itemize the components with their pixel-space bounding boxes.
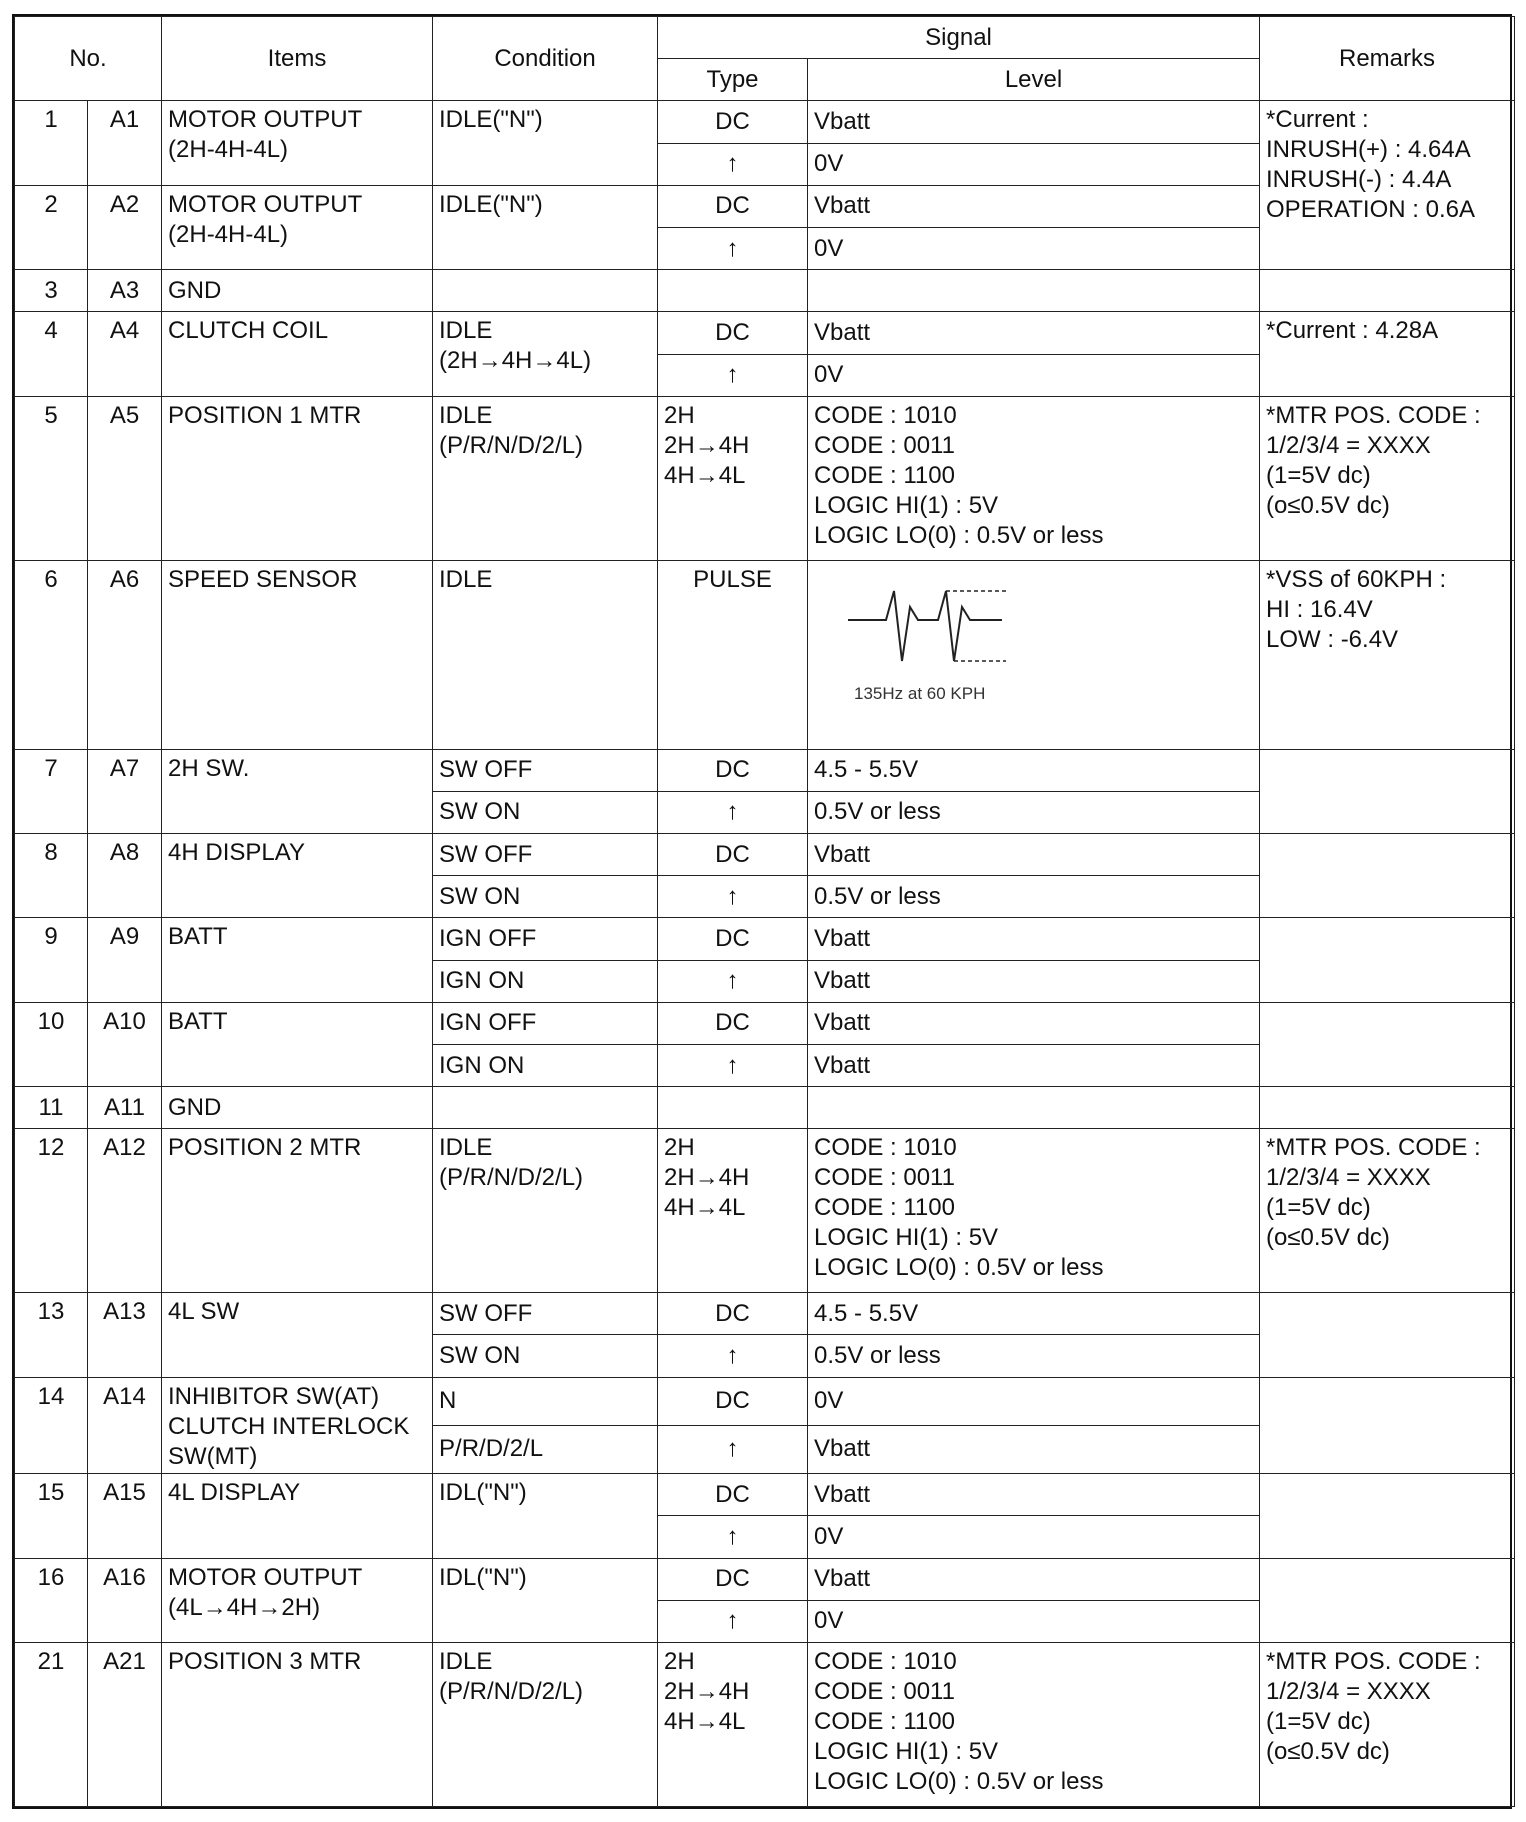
signal-level: Vbatt [808, 1425, 1260, 1473]
condition: IGN ON [433, 1045, 658, 1087]
signal-type: DC [658, 749, 808, 791]
remarks [1260, 833, 1515, 917]
pin-id: A16 [88, 1558, 162, 1642]
table-row [15, 312, 1515, 354]
signal-level: 0V [808, 1516, 1260, 1558]
item-name: GND [162, 270, 433, 312]
item-name: MOTOR OUTPUT (2H-4H-4L) [162, 101, 433, 185]
signal-type: ↑ [658, 354, 808, 396]
signal-type: ↑ [658, 876, 808, 918]
signal-type: ↑ [658, 1516, 808, 1558]
item-name: POSITION 2 MTR [162, 1129, 433, 1293]
item-name: 4L DISPLAY [162, 1474, 433, 1558]
remarks [1260, 918, 1515, 1002]
table-row [15, 1558, 1515, 1600]
item-name: 4H DISPLAY [162, 833, 433, 917]
condition: IGN OFF [433, 1002, 658, 1044]
item-name: POSITION 3 MTR [162, 1642, 433, 1806]
condition: SW OFF [433, 749, 658, 791]
remarks [1260, 1002, 1515, 1086]
item-name: POSITION 1 MTR [162, 396, 433, 560]
pin-id: A1 [88, 101, 162, 185]
header-remarks: Remarks [1260, 17, 1515, 101]
pin-number: 15 [15, 1474, 88, 1558]
pin-number: 6 [15, 560, 88, 749]
signal-type: 2H 2H→4H 4H→4L [658, 396, 808, 560]
remarks: *Current : INRUSH(+) : 4.64A INRUSH(-) : 4.4A OPERATION : 0.6A [1260, 101, 1515, 270]
pin-number: 1 [15, 101, 88, 185]
condition: IDL("N") [433, 1558, 658, 1642]
pulse-waveform [844, 571, 1044, 711]
item-name: GND [162, 1087, 433, 1129]
table-row [15, 560, 1515, 749]
pin-id: A15 [88, 1474, 162, 1558]
pin-id: A8 [88, 833, 162, 917]
table-row [15, 1293, 1515, 1335]
table-row [15, 1087, 1515, 1129]
signal-type: DC [658, 1558, 808, 1600]
signal-level: Vbatt [808, 312, 1260, 354]
header-items: Items [162, 17, 433, 101]
pin-number: 7 [15, 749, 88, 833]
header-type: Type [658, 59, 808, 101]
pin-id: A2 [88, 185, 162, 269]
table-row [15, 270, 1515, 312]
pin-number: 11 [15, 1087, 88, 1129]
signal-level: 0.5V or less [808, 876, 1260, 918]
signal-type: DC [658, 833, 808, 875]
remarks: *MTR POS. CODE : 1/2/3/4 = XXXX (1=5V dc) (o≤0.5V dc) [1260, 1129, 1515, 1293]
condition: IDLE (P/R/N/D/2/L) [433, 1642, 658, 1806]
pin-id: A3 [88, 270, 162, 312]
header-condition: Condition [433, 17, 658, 101]
remarks: *VSS of 60KPH : HI : 16.4V LOW : -6.4V [1260, 560, 1515, 749]
table-row [15, 1377, 1515, 1425]
signal-level: 0V [808, 1600, 1260, 1642]
pin-id: A7 [88, 749, 162, 833]
signal-type: DC [658, 312, 808, 354]
signal-type: ↑ [658, 1600, 808, 1642]
pin-number: 8 [15, 833, 88, 917]
pin-number: 9 [15, 918, 88, 1002]
pin-id: A13 [88, 1293, 162, 1377]
signal-type: PULSE [658, 560, 808, 749]
signal-level [808, 270, 1260, 312]
signal-type: ↑ [658, 960, 808, 1002]
item-name: MOTOR OUTPUT (4L→4H→2H) [162, 1558, 433, 1642]
pin-number: 10 [15, 1002, 88, 1086]
signal-level: CODE : 1010 CODE : 0011 CODE : 1100 LOGIC HI(1) : 5V LOGIC LO(0) : 0.5V or less [808, 1642, 1260, 1806]
table-row [15, 1474, 1515, 1516]
item-name: BATT [162, 918, 433, 1002]
condition: P/R/D/2/L [433, 1425, 658, 1473]
pin-id: A4 [88, 312, 162, 396]
signal-level: Vbatt [808, 918, 1260, 960]
pin-id: A12 [88, 1129, 162, 1293]
condition: SW ON [433, 1335, 658, 1377]
table-row [15, 749, 1515, 791]
condition: IGN OFF [433, 918, 658, 960]
waveform-caption: 135Hz at 60 KPH [854, 683, 986, 703]
signal-type: DC [658, 1377, 808, 1425]
signal-level: 0V [808, 143, 1260, 185]
signal-level: 0V [808, 354, 1260, 396]
pin-id: A10 [88, 1002, 162, 1086]
condition: IGN ON [433, 960, 658, 1002]
table-row [15, 833, 1515, 875]
signal-type [658, 1087, 808, 1129]
pin-id: A5 [88, 396, 162, 560]
pin-number: 12 [15, 1129, 88, 1293]
remarks [1260, 270, 1515, 312]
condition: IDLE (P/R/N/D/2/L) [433, 396, 658, 560]
condition: IDLE [433, 560, 658, 749]
remarks: *MTR POS. CODE : 1/2/3/4 = XXXX (1=5V dc) (o≤0.5V dc) [1260, 396, 1515, 560]
signal-level: 4.5 - 5.5V [808, 749, 1260, 791]
pin-number: 14 [15, 1377, 88, 1473]
table-row [15, 101, 1515, 143]
condition: IDL("N") [433, 1474, 658, 1558]
pin-id: A11 [88, 1087, 162, 1129]
condition: SW ON [433, 876, 658, 918]
item-name: CLUTCH COIL [162, 312, 433, 396]
pin-number: 2 [15, 185, 88, 269]
signal-type: ↑ [658, 791, 808, 833]
condition: IDLE("N") [433, 101, 658, 185]
signal-level: CODE : 1010 CODE : 0011 CODE : 1100 LOGIC HI(1) : 5V LOGIC LO(0) : 0.5V or less [808, 1129, 1260, 1293]
table-row [15, 396, 1515, 560]
pin-number: 4 [15, 312, 88, 396]
table-row [15, 1642, 1515, 1806]
condition: SW ON [433, 791, 658, 833]
condition: SW OFF [433, 833, 658, 875]
item-name: INHIBITOR SW(AT) CLUTCH INTERLOCK SW(MT) [162, 1377, 433, 1473]
table-row [15, 1129, 1515, 1293]
remarks [1260, 1474, 1515, 1558]
signal-level: Vbatt [808, 185, 1260, 227]
remarks: *Current : 4.28A [1260, 312, 1515, 396]
condition: IDLE("N") [433, 185, 658, 269]
signal-type: DC [658, 185, 808, 227]
signal-level: Vbatt [808, 1045, 1260, 1087]
condition: IDLE (P/R/N/D/2/L) [433, 1129, 658, 1293]
pin-id: A9 [88, 918, 162, 1002]
item-name: BATT [162, 1002, 433, 1086]
pin-id: A14 [88, 1377, 162, 1473]
signal-type: DC [658, 1293, 808, 1335]
condition [433, 1087, 658, 1129]
pin-number: 21 [15, 1642, 88, 1806]
remarks [1260, 1293, 1515, 1377]
pin-signal-table [12, 14, 1512, 1809]
signal-level: Vbatt [808, 960, 1260, 1002]
signal-level: CODE : 1010 CODE : 0011 CODE : 1100 LOGIC HI(1) : 5V LOGIC LO(0) : 0.5V or less [808, 396, 1260, 560]
table-row [15, 1002, 1515, 1044]
pin-number: 16 [15, 1558, 88, 1642]
signal-level: 4.5 - 5.5V [808, 1293, 1260, 1335]
header-row [15, 17, 1515, 59]
signal-level: Vbatt [808, 1558, 1260, 1600]
remarks [1260, 1087, 1515, 1129]
signal-type: DC [658, 101, 808, 143]
condition: IDLE (2H→4H→4L) [433, 312, 658, 396]
remarks: *MTR POS. CODE : 1/2/3/4 = XXXX (1=5V dc) (o≤0.5V dc) [1260, 1642, 1515, 1806]
signal-level [808, 1087, 1260, 1129]
header-level: Level [808, 59, 1260, 101]
signal-level: 0V [808, 228, 1260, 270]
item-name: 2H SW. [162, 749, 433, 833]
item-name: MOTOR OUTPUT (2H-4H-4L) [162, 185, 433, 269]
signal-type: 2H 2H→4H 4H→4L [658, 1129, 808, 1293]
condition [433, 270, 658, 312]
signal-type: 2H 2H→4H 4H→4L [658, 1642, 808, 1806]
pin-number: 13 [15, 1293, 88, 1377]
signal-type [658, 270, 808, 312]
signal-level: 0.5V or less [808, 1335, 1260, 1377]
signal-type: ↑ [658, 1335, 808, 1377]
signal-level: Vbatt [808, 1474, 1260, 1516]
signal-level: Vbatt [808, 833, 1260, 875]
item-name: 4L SW [162, 1293, 433, 1377]
pin-number: 3 [15, 270, 88, 312]
header-no: No. [15, 17, 162, 101]
signal-type: ↑ [658, 228, 808, 270]
signal-type: ↑ [658, 1045, 808, 1087]
condition: SW OFF [433, 1293, 658, 1335]
remarks [1260, 1377, 1515, 1473]
condition: N [433, 1377, 658, 1425]
signal-level: 0V [808, 1377, 1260, 1425]
signal-level: 0.5V or less [808, 791, 1260, 833]
signal-type: ↑ [658, 1425, 808, 1473]
signal-type: ↑ [658, 143, 808, 185]
item-name: SPEED SENSOR [162, 560, 433, 749]
table-row [15, 918, 1515, 960]
pin-number: 5 [15, 396, 88, 560]
signal-level: Vbatt [808, 1002, 1260, 1044]
signal-level: Vbatt [808, 101, 1260, 143]
signal-type: DC [658, 918, 808, 960]
signal-level [808, 560, 1260, 749]
pin-id: A21 [88, 1642, 162, 1806]
signal-type: DC [658, 1002, 808, 1044]
signal-type: DC [658, 1474, 808, 1516]
pin-id: A6 [88, 560, 162, 749]
header-signal: Signal [658, 17, 1260, 59]
remarks [1260, 1558, 1515, 1642]
remarks [1260, 749, 1515, 833]
